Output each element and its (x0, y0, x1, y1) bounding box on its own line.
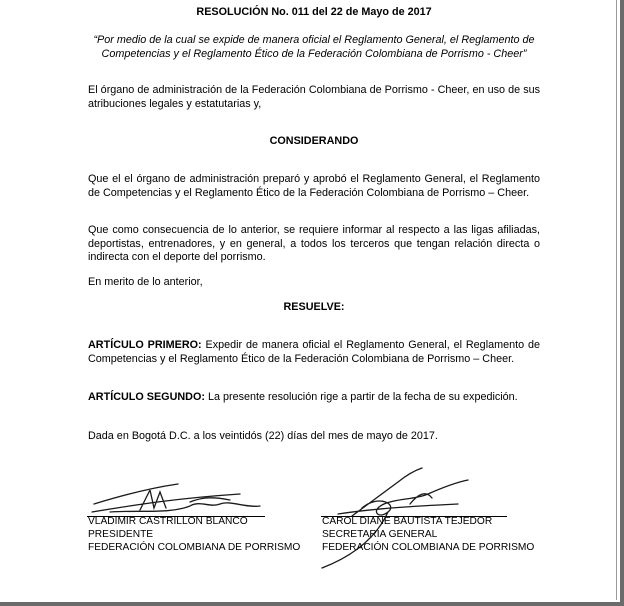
articulo-primero-label: ARTÍCULO PRIMERO: (88, 339, 202, 351)
resolution-subtitle: “Por medio de la cual se expide de manera oficial el Reglamento General, el Reglamento de Competencias y el Reglamento Ético de la Federación Colombiana de Porrismo - Cheer” (93, 34, 535, 60)
articulo-segundo-text: La presente resolución rige a partir de la fecha de su expedición. (204, 391, 518, 403)
resolution-title: RESOLUCIÓN No. 011 del 22 de Mayo de 2017 (196, 6, 432, 18)
signature-right-org: FEDERACIÓN COLOMBIANA DE PORRISMO (322, 542, 535, 554)
resuelve-heading: RESUELVE: (283, 301, 345, 313)
page-edge (616, 0, 617, 600)
page-edge-shadow-right (620, 0, 624, 606)
signature-left-name: VLADIMIR CASTRILLON BLANCO (88, 516, 248, 527)
articulo-segundo (88, 391, 540, 405)
articulo-primero (88, 339, 540, 366)
articulo-segundo-label: ARTÍCULO SEGUNDO: (88, 391, 205, 403)
signature-left-role: PRESIDENTE (88, 529, 154, 541)
considerando-paragraph-2: Que como consecuencia de lo anterior, se requiere informar al respecto a las ligas afiliadas, deportistas, entrenadores, y en general, a todos los terceros que tengan relación directa o indirecta con el deporte del porrismo. (88, 224, 540, 264)
signature-right-name: CAROL DIANE BAUTISTA TEJEDOR (322, 516, 493, 527)
signature-left-org: FEDERACIÓN COLOMBIANA DE PORRISMO (88, 542, 301, 554)
considerando-paragraph-1: Que el el órgano de administración preparó y aprobó el Reglamento General, el Reglamento de Competencias y el Reglamento Ético de la Federación Colombiana de Porrismo – Cheer. (88, 173, 540, 199)
signature-right-block (322, 515, 534, 555)
page-edge-shadow-bottom (0, 602, 624, 606)
articulo-primero-text: Expedir de manera oficial el Reglamento General, el Reglamento de Competencias y el Reglamento Ético de la Federación Colombiana de Porrismo – Cheer. (88, 339, 540, 365)
merito-paragraph: En merito de lo anterior, (88, 276, 203, 288)
dada-paragraph: Dada en Bogotá D.C. a los veintidós (22) días del mes de mayo de 2017. (88, 430, 438, 442)
signature-right-role: SECRETARIA GENERAL (322, 529, 438, 541)
considerando-heading: CONSIDERANDO (269, 135, 359, 147)
signature-left-block (88, 515, 300, 555)
intro-paragraph: El órgano de administración de la Federación Colombiana de Porrismo - Cheer, en uso de sus atribuciones legales y estatutarias y, (88, 84, 540, 110)
